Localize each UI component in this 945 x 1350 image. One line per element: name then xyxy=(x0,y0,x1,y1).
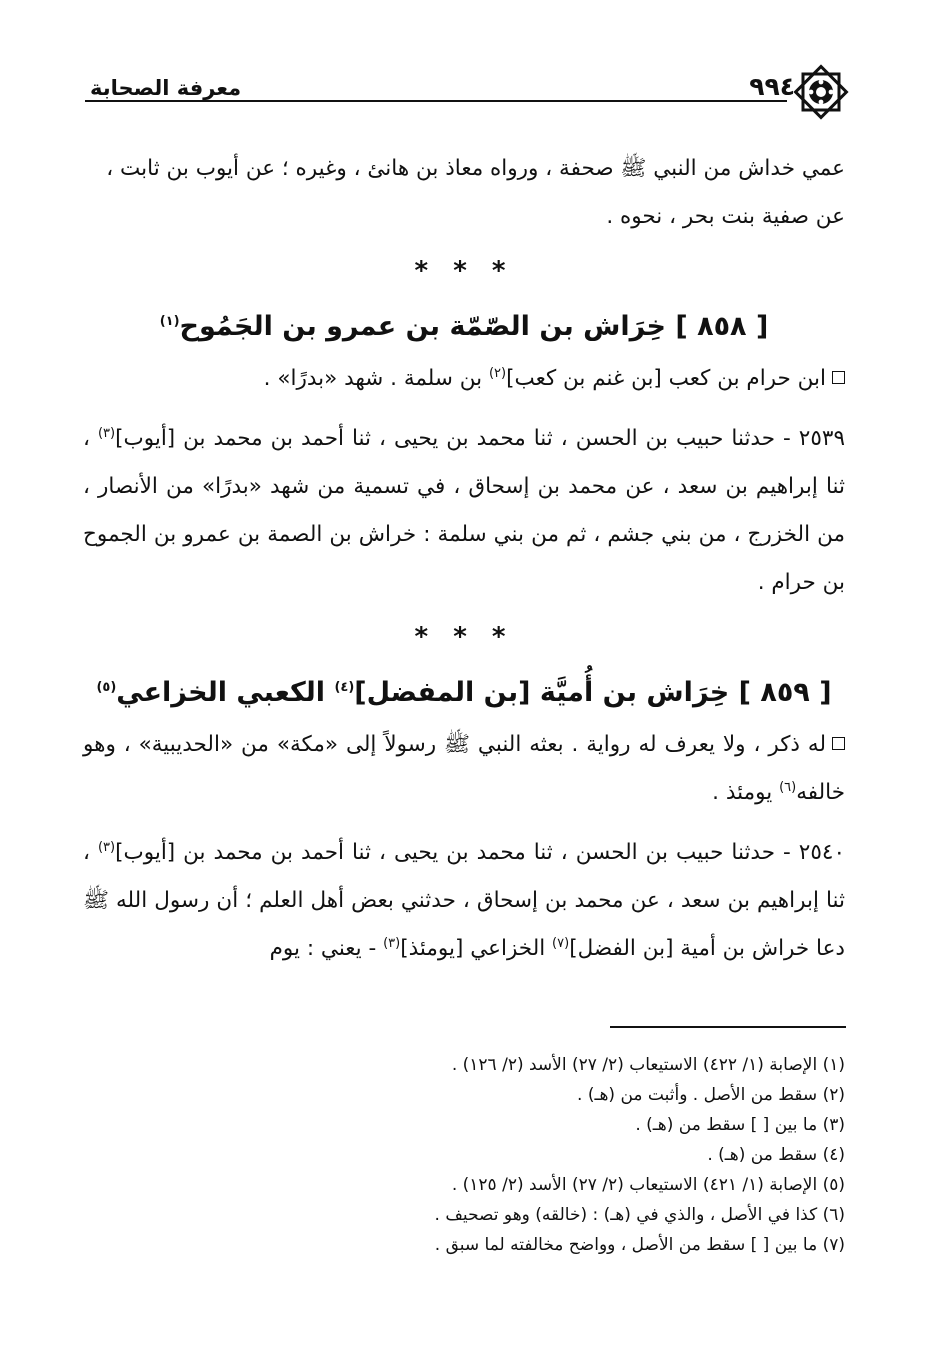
footnote-7: (٧) ما بين [ ] سقط من الأصل ، وواضح مخالفته لما سبق . xyxy=(434,1235,845,1255)
book-title: معرفة الصحابة xyxy=(90,76,242,100)
entry-858-lineage xyxy=(83,355,845,403)
footnote-4: (٤) سقط من (هـ) . xyxy=(707,1145,845,1165)
section-separator-2: * * * xyxy=(414,622,514,652)
continuation-line-1: عمي خداش من النبي ﷺ صحفة ، ورواه معاذ بن هانئ ، وغيره ؛ عن أيوب بن ثابت ، xyxy=(106,156,845,181)
footnote-ref: (٣) xyxy=(97,425,116,441)
entry-859-title-text: [ ٨٥٩ ] خِرَاش بن أُميَّة [بن المفضل] xyxy=(354,677,832,708)
hadith-text: ٢٥٤٠ - حدثنا حبيب بن الحسن ، ثنا محمد بن يحيى ، ثنا أحمد بن محمد بن [أيوب] xyxy=(115,840,845,865)
hadith-2540 xyxy=(83,829,845,973)
section-separator: * * * xyxy=(414,256,514,286)
square-bullet-icon xyxy=(832,737,845,750)
footnote-5: (٥) الإصابة (١/ ٤٢١) الاستيعاب (٢/ ٢٧) الأسد (٢/ ١٢٥) . xyxy=(451,1175,845,1195)
footnote-ref: (٣) xyxy=(383,935,401,951)
entry-859-title xyxy=(83,665,845,721)
footnote-ref: (١) xyxy=(159,314,180,329)
footnote-6: (٦) كذا في الأصل ، والذي في (هـ) : (خالقه) وهو تصحيف . xyxy=(434,1205,845,1225)
continuation-line-2: عن صفية بنت بحر ، نحوه . xyxy=(606,204,845,229)
bio-text-2: يومئذ . xyxy=(712,780,780,805)
hadith-text: ٢٥٣٩ - حدثنا حبيب بن الحسن ، ثنا محمد بن يحيى ، ثنا أحمد بن محمد بن [أيوب] xyxy=(115,426,845,451)
hadith-text-2: ، ثنا إبراهيم بن سعد ، عن محمد بن إسحاق ، في تسمية من شهد «بدرًا» من الأنصار ، من الخزرج ، من بني جشم ، ثم من بني سلمة : خراش بن الصمة بن عمرو بن الجموح بن حرام . xyxy=(83,426,845,595)
entry-859-title-text-2: الكعبي الخزاعي xyxy=(116,677,335,708)
lineage-text: ابن حرام بن كعب [بن غنم بن كعب] xyxy=(506,366,826,391)
footnote-ref: (٢) xyxy=(488,365,507,381)
main-text xyxy=(83,145,845,973)
footnote-rule xyxy=(610,1026,846,1028)
footnote-3: (٣) ما بين [ ] سقط من (هـ) . xyxy=(635,1115,845,1135)
header-rule xyxy=(85,100,787,102)
hadith-text-2: ، ثنا إبراهيم بن سعد ، عن محمد بن إسحاق ، حدثني بعض أهل العلم ؛ أن رسول الله ﷺ دعا خراش بن أمية [بن الفضل] xyxy=(83,840,845,961)
hadith-text-3: الخزاعي [يومئذ] xyxy=(400,936,553,961)
star-ornament-icon xyxy=(789,60,853,124)
bio-text: له ذكر ، ولا يعرف له رواية . بعثه النبي ﷺ رسولاً إلى «مكة» من «الحديبية» ، وهو خالفه xyxy=(83,732,845,805)
footnote-ref: (٣) xyxy=(97,839,116,855)
footnote-ref: (٥) xyxy=(96,680,117,695)
footnotes xyxy=(83,1050,845,1260)
square-bullet-icon xyxy=(832,371,845,384)
footnote-ref: (٧) xyxy=(552,935,570,951)
running-head xyxy=(0,66,945,110)
page-number: ٩٩٤ xyxy=(749,72,795,101)
entry-858-title-text: [ ٨٥٨ ] خِرَاش بن الصّمّة بن عمرو بن الجَمُوح xyxy=(179,311,769,342)
footnote-ref: (٦) xyxy=(779,779,797,795)
lineage-text-2: بن سلمة . شهد «بدرًا» . xyxy=(263,366,489,391)
hadith-2539 xyxy=(83,415,845,607)
footnote-1: (١) الإصابة (١/ ٤٢٢) الاستيعاب (٢/ ٢٧) الأسد (٢/ ١٢٦) . xyxy=(451,1055,845,1075)
entry-859-bio xyxy=(83,721,845,817)
footnote-ref: (٤) xyxy=(334,680,355,695)
footnote-2: (٢) سقط من الأصل . وأثبت من (هـ) . xyxy=(577,1085,845,1105)
hadith-text-4: - يعني : يوم xyxy=(269,936,384,961)
entry-858-title xyxy=(83,299,845,355)
